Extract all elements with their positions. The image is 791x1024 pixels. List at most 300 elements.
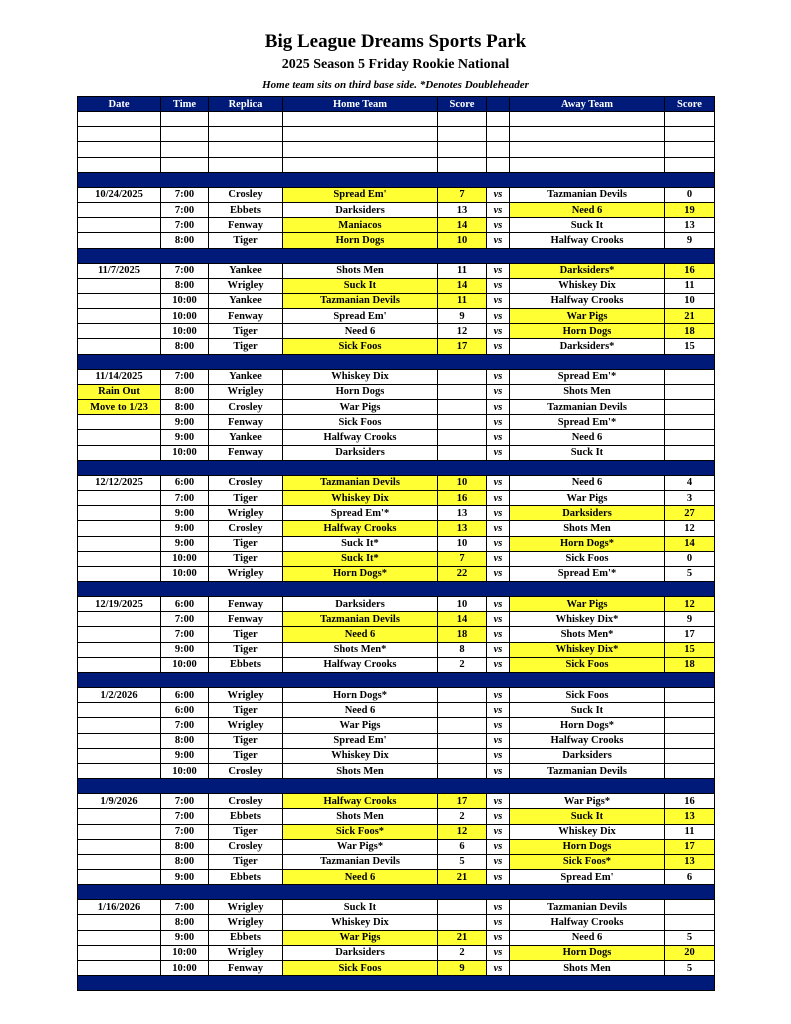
game-row xyxy=(78,369,715,384)
game-date xyxy=(78,233,161,248)
blank-cell xyxy=(487,142,510,157)
game-row xyxy=(78,809,715,824)
game-time: 6:00 xyxy=(161,688,209,703)
home-score: 7 xyxy=(438,187,487,202)
game-date xyxy=(78,536,161,551)
game-replica: Tiger xyxy=(209,627,283,642)
vs-label: vs xyxy=(487,369,510,384)
game-row xyxy=(78,763,715,778)
game-row xyxy=(78,870,715,885)
away-team: Shots Men xyxy=(510,384,665,399)
vs-label: vs xyxy=(487,839,510,854)
blank-cell xyxy=(665,127,715,142)
game-row xyxy=(78,839,715,854)
game-date xyxy=(78,566,161,581)
home-team: Darksiders xyxy=(283,202,438,217)
home-score: 11 xyxy=(438,293,487,308)
game-date xyxy=(78,445,161,460)
game-row xyxy=(78,961,715,976)
header-vs xyxy=(487,97,510,112)
game-time: 7:00 xyxy=(161,369,209,384)
vs-label: vs xyxy=(487,794,510,809)
home-score: 6 xyxy=(438,839,487,854)
game-date xyxy=(78,870,161,885)
game-row xyxy=(78,551,715,566)
home-team: Shots Men xyxy=(283,809,438,824)
home-score: 18 xyxy=(438,627,487,642)
week-separator xyxy=(78,582,715,597)
vs-label: vs xyxy=(487,824,510,839)
home-team: Halfway Crooks xyxy=(283,794,438,809)
home-score: 14 xyxy=(438,612,487,627)
vs-label: vs xyxy=(487,521,510,536)
home-score: 17 xyxy=(438,339,487,354)
home-score: 14 xyxy=(438,278,487,293)
away-team: Sick Foos xyxy=(510,551,665,566)
vs-label: vs xyxy=(487,490,510,505)
vs-label: vs xyxy=(487,566,510,581)
game-time: 7:00 xyxy=(161,490,209,505)
game-time: 8:00 xyxy=(161,278,209,293)
game-row xyxy=(78,400,715,415)
away-team: Tazmanian Devils xyxy=(510,763,665,778)
separator-bar xyxy=(78,354,715,369)
home-score xyxy=(438,733,487,748)
away-team: Tazmanian Devils xyxy=(510,900,665,915)
blank-cell xyxy=(487,112,510,127)
blank-cell xyxy=(510,127,665,142)
schedule-note: Home team sits on third base side. *Denotes Doubleheader xyxy=(262,79,529,91)
game-row xyxy=(78,202,715,217)
header-time: Time xyxy=(161,97,209,112)
home-team: Tazmanian Devils xyxy=(283,293,438,308)
away-score: 6 xyxy=(665,870,715,885)
vs-label: vs xyxy=(487,627,510,642)
vs-label: vs xyxy=(487,688,510,703)
game-date xyxy=(78,218,161,233)
blank-cell xyxy=(283,142,438,157)
game-date xyxy=(78,627,161,642)
game-time: 10:00 xyxy=(161,961,209,976)
away-score xyxy=(665,733,715,748)
away-score: 0 xyxy=(665,551,715,566)
game-date: Rain Out xyxy=(78,384,161,399)
away-score: 12 xyxy=(665,521,715,536)
game-date xyxy=(78,612,161,627)
blank-cell xyxy=(665,112,715,127)
schedule-table xyxy=(77,96,715,991)
game-replica: Crosley xyxy=(209,839,283,854)
week-separator xyxy=(78,460,715,475)
away-team: Sick Foos* xyxy=(510,854,665,869)
game-replica: Crosley xyxy=(209,187,283,202)
vs-label: vs xyxy=(487,612,510,627)
home-score: 7 xyxy=(438,551,487,566)
game-time: 8:00 xyxy=(161,915,209,930)
blank-row xyxy=(78,157,715,172)
home-team: Need 6 xyxy=(283,870,438,885)
vs-label: vs xyxy=(487,915,510,930)
home-team: Shots Men xyxy=(283,763,438,778)
game-time: 6:00 xyxy=(161,703,209,718)
home-team: Horn Dogs* xyxy=(283,566,438,581)
game-time: 8:00 xyxy=(161,733,209,748)
home-score: 22 xyxy=(438,566,487,581)
blank-cell xyxy=(665,157,715,172)
away-team: Tazmanian Devils xyxy=(510,187,665,202)
home-team: Tazmanian Devils xyxy=(283,854,438,869)
game-row xyxy=(78,627,715,642)
home-team: War Pigs xyxy=(283,400,438,415)
home-score: 12 xyxy=(438,324,487,339)
vs-label: vs xyxy=(487,748,510,763)
game-date xyxy=(78,642,161,657)
game-row xyxy=(78,309,715,324)
game-row xyxy=(78,748,715,763)
header-date: Date xyxy=(78,97,161,112)
away-team: Suck It xyxy=(510,445,665,460)
away-team: Whiskey Dix* xyxy=(510,612,665,627)
home-score xyxy=(438,384,487,399)
game-time: 7:00 xyxy=(161,218,209,233)
vs-label: vs xyxy=(487,718,510,733)
game-time: 8:00 xyxy=(161,839,209,854)
home-team: Suck It xyxy=(283,900,438,915)
game-time: 7:00 xyxy=(161,794,209,809)
game-date xyxy=(78,506,161,521)
game-row xyxy=(78,612,715,627)
vs-label: vs xyxy=(487,324,510,339)
away-team: Suck It xyxy=(510,703,665,718)
home-team: Whiskey Dix xyxy=(283,490,438,505)
away-team: Need 6 xyxy=(510,430,665,445)
game-date xyxy=(78,309,161,324)
week-separator xyxy=(78,885,715,900)
game-replica: Tiger xyxy=(209,703,283,718)
away-score: 5 xyxy=(665,930,715,945)
away-score: 15 xyxy=(665,339,715,354)
game-replica: Fenway xyxy=(209,597,283,612)
away-score xyxy=(665,688,715,703)
away-score: 5 xyxy=(665,566,715,581)
away-score xyxy=(665,400,715,415)
week-separator xyxy=(78,779,715,794)
home-score: 21 xyxy=(438,930,487,945)
game-time: 9:00 xyxy=(161,506,209,521)
vs-label: vs xyxy=(487,475,510,490)
game-date xyxy=(78,748,161,763)
away-score: 27 xyxy=(665,506,715,521)
away-team: Horn Dogs xyxy=(510,839,665,854)
away-score: 16 xyxy=(665,794,715,809)
game-row xyxy=(78,218,715,233)
blank-cell xyxy=(78,112,161,127)
away-team: Horn Dogs* xyxy=(510,536,665,551)
game-replica: Wrigley xyxy=(209,688,283,703)
away-score: 11 xyxy=(665,824,715,839)
game-row xyxy=(78,915,715,930)
home-team: Sick Foos* xyxy=(283,824,438,839)
away-team: Horn Dogs xyxy=(510,945,665,960)
game-date: 10/24/2025 xyxy=(78,187,161,202)
home-score: 2 xyxy=(438,657,487,672)
away-team: Shots Men* xyxy=(510,627,665,642)
game-time: 7:00 xyxy=(161,809,209,824)
home-score xyxy=(438,718,487,733)
away-score: 14 xyxy=(665,536,715,551)
vs-label: vs xyxy=(487,703,510,718)
away-team: Halfway Crooks xyxy=(510,915,665,930)
header-away-team: Away Team xyxy=(510,97,665,112)
game-replica: Tiger xyxy=(209,551,283,566)
game-time: 7:00 xyxy=(161,627,209,642)
game-row xyxy=(78,642,715,657)
away-score: 0 xyxy=(665,187,715,202)
away-score xyxy=(665,718,715,733)
home-score: 13 xyxy=(438,506,487,521)
game-replica: Wrigley xyxy=(209,945,283,960)
table-header-row xyxy=(78,97,715,112)
page-subtitle: 2025 Season 5 Friday Rookie National xyxy=(281,57,510,72)
game-row xyxy=(78,384,715,399)
blank-cell xyxy=(510,157,665,172)
away-score: 11 xyxy=(665,278,715,293)
away-team: War Pigs xyxy=(510,309,665,324)
away-score: 21 xyxy=(665,309,715,324)
away-score xyxy=(665,415,715,430)
game-time: 9:00 xyxy=(161,430,209,445)
game-time: 9:00 xyxy=(161,642,209,657)
vs-label: vs xyxy=(487,657,510,672)
away-team: Suck It xyxy=(510,218,665,233)
game-date xyxy=(78,657,161,672)
home-score: 5 xyxy=(438,854,487,869)
week-separator xyxy=(78,673,715,688)
separator-bar xyxy=(78,976,715,991)
away-team: Spread Em'* xyxy=(510,415,665,430)
game-row xyxy=(78,597,715,612)
home-team: Halfway Crooks xyxy=(283,430,438,445)
home-team: Halfway Crooks xyxy=(283,657,438,672)
game-date: 1/16/2026 xyxy=(78,900,161,915)
blank-cell xyxy=(283,157,438,172)
away-team: Halfway Crooks xyxy=(510,233,665,248)
away-team: Whiskey Dix xyxy=(510,278,665,293)
vs-label: vs xyxy=(487,945,510,960)
vs-label: vs xyxy=(487,642,510,657)
vs-label: vs xyxy=(487,809,510,824)
away-team: Tazmanian Devils xyxy=(510,400,665,415)
blank-cell xyxy=(510,142,665,157)
game-date: 11/14/2025 xyxy=(78,369,161,384)
blank-row xyxy=(78,142,715,157)
game-date xyxy=(78,930,161,945)
game-replica: Tiger xyxy=(209,733,283,748)
game-row xyxy=(78,703,715,718)
away-team: Sick Foos xyxy=(510,657,665,672)
game-date xyxy=(78,202,161,217)
game-date: 11/7/2025 xyxy=(78,263,161,278)
game-date xyxy=(78,324,161,339)
away-team: Spread Em' xyxy=(510,870,665,885)
game-row xyxy=(78,930,715,945)
game-date: 12/19/2025 xyxy=(78,597,161,612)
home-score xyxy=(438,688,487,703)
away-score: 10 xyxy=(665,293,715,308)
game-row xyxy=(78,718,715,733)
game-row xyxy=(78,854,715,869)
game-row xyxy=(78,233,715,248)
away-score xyxy=(665,703,715,718)
home-team: Horn Dogs* xyxy=(283,688,438,703)
away-score xyxy=(665,445,715,460)
game-date xyxy=(78,945,161,960)
home-score xyxy=(438,445,487,460)
game-date xyxy=(78,809,161,824)
game-replica: Tiger xyxy=(209,490,283,505)
game-replica: Wrigley xyxy=(209,278,283,293)
game-replica: Fenway xyxy=(209,218,283,233)
vs-label: vs xyxy=(487,202,510,217)
blank-cell xyxy=(283,127,438,142)
game-time: 9:00 xyxy=(161,521,209,536)
header-away-score: Score xyxy=(665,97,715,112)
home-score xyxy=(438,703,487,718)
game-row xyxy=(78,324,715,339)
game-time: 9:00 xyxy=(161,930,209,945)
game-replica: Fenway xyxy=(209,415,283,430)
away-score xyxy=(665,748,715,763)
away-score: 9 xyxy=(665,233,715,248)
home-score: 16 xyxy=(438,490,487,505)
separator-bar xyxy=(78,248,715,263)
away-score: 3 xyxy=(665,490,715,505)
home-team: Shots Men* xyxy=(283,642,438,657)
game-replica: Tiger xyxy=(209,536,283,551)
game-replica: Wrigley xyxy=(209,718,283,733)
game-replica: Crosley xyxy=(209,521,283,536)
game-date xyxy=(78,339,161,354)
game-time: 8:00 xyxy=(161,384,209,399)
vs-label: vs xyxy=(487,900,510,915)
vs-label: vs xyxy=(487,536,510,551)
blank-cell xyxy=(510,112,665,127)
game-row xyxy=(78,824,715,839)
game-date xyxy=(78,293,161,308)
away-team: Whiskey Dix xyxy=(510,824,665,839)
game-time: 10:00 xyxy=(161,309,209,324)
vs-label: vs xyxy=(487,430,510,445)
game-replica: Fenway xyxy=(209,445,283,460)
home-team: Need 6 xyxy=(283,627,438,642)
away-team: Horn Dogs* xyxy=(510,718,665,733)
away-score: 13 xyxy=(665,854,715,869)
game-row xyxy=(78,293,715,308)
header-replica: Replica xyxy=(209,97,283,112)
game-time: 8:00 xyxy=(161,233,209,248)
game-date xyxy=(78,415,161,430)
game-row xyxy=(78,430,715,445)
game-row xyxy=(78,521,715,536)
blank-cell xyxy=(161,142,209,157)
game-row xyxy=(78,945,715,960)
home-score xyxy=(438,748,487,763)
home-team: Suck It* xyxy=(283,551,438,566)
home-score: 10 xyxy=(438,475,487,490)
game-row xyxy=(78,688,715,703)
home-score: 17 xyxy=(438,794,487,809)
game-date xyxy=(78,430,161,445)
game-time: 8:00 xyxy=(161,339,209,354)
game-date xyxy=(78,703,161,718)
vs-label: vs xyxy=(487,233,510,248)
away-score: 18 xyxy=(665,324,715,339)
away-team: Suck It xyxy=(510,809,665,824)
blank-cell xyxy=(209,112,283,127)
separator-bar xyxy=(78,582,715,597)
away-team: Darksiders* xyxy=(510,339,665,354)
game-time: 9:00 xyxy=(161,415,209,430)
game-date xyxy=(78,718,161,733)
blank-cell xyxy=(487,127,510,142)
game-time: 10:00 xyxy=(161,293,209,308)
away-team: Halfway Crooks xyxy=(510,293,665,308)
away-team: War Pigs xyxy=(510,490,665,505)
game-replica: Ebbets xyxy=(209,202,283,217)
game-date xyxy=(78,521,161,536)
away-team: Shots Men xyxy=(510,961,665,976)
vs-label: vs xyxy=(487,763,510,778)
blank-cell xyxy=(209,157,283,172)
separator-bar xyxy=(78,779,715,794)
game-replica: Crosley xyxy=(209,400,283,415)
vs-label: vs xyxy=(487,309,510,324)
away-team: Shots Men xyxy=(510,521,665,536)
home-team: Sick Foos xyxy=(283,339,438,354)
blank-cell xyxy=(665,142,715,157)
blank-cell xyxy=(161,112,209,127)
schedule-body xyxy=(78,112,715,991)
game-row xyxy=(78,506,715,521)
game-time: 7:00 xyxy=(161,718,209,733)
home-score: 2 xyxy=(438,945,487,960)
game-row xyxy=(78,657,715,672)
away-team: Halfway Crooks xyxy=(510,733,665,748)
game-date: 12/12/2025 xyxy=(78,475,161,490)
away-team: Darksiders xyxy=(510,506,665,521)
game-replica: Tiger xyxy=(209,324,283,339)
game-replica: Fenway xyxy=(209,961,283,976)
game-replica: Yankee xyxy=(209,369,283,384)
home-score: 9 xyxy=(438,961,487,976)
home-team: Tazmanian Devils xyxy=(283,475,438,490)
week-separator xyxy=(78,354,715,369)
separator-bar xyxy=(78,673,715,688)
away-score xyxy=(665,763,715,778)
home-team: Suck It* xyxy=(283,536,438,551)
game-time: 7:00 xyxy=(161,824,209,839)
game-replica: Fenway xyxy=(209,612,283,627)
game-replica: Tiger xyxy=(209,642,283,657)
game-date xyxy=(78,733,161,748)
vs-label: vs xyxy=(487,400,510,415)
game-replica: Ebbets xyxy=(209,657,283,672)
home-score: 8 xyxy=(438,642,487,657)
game-time: 9:00 xyxy=(161,536,209,551)
vs-label: vs xyxy=(487,384,510,399)
home-team: Spread Em' xyxy=(283,733,438,748)
away-score: 15 xyxy=(665,642,715,657)
